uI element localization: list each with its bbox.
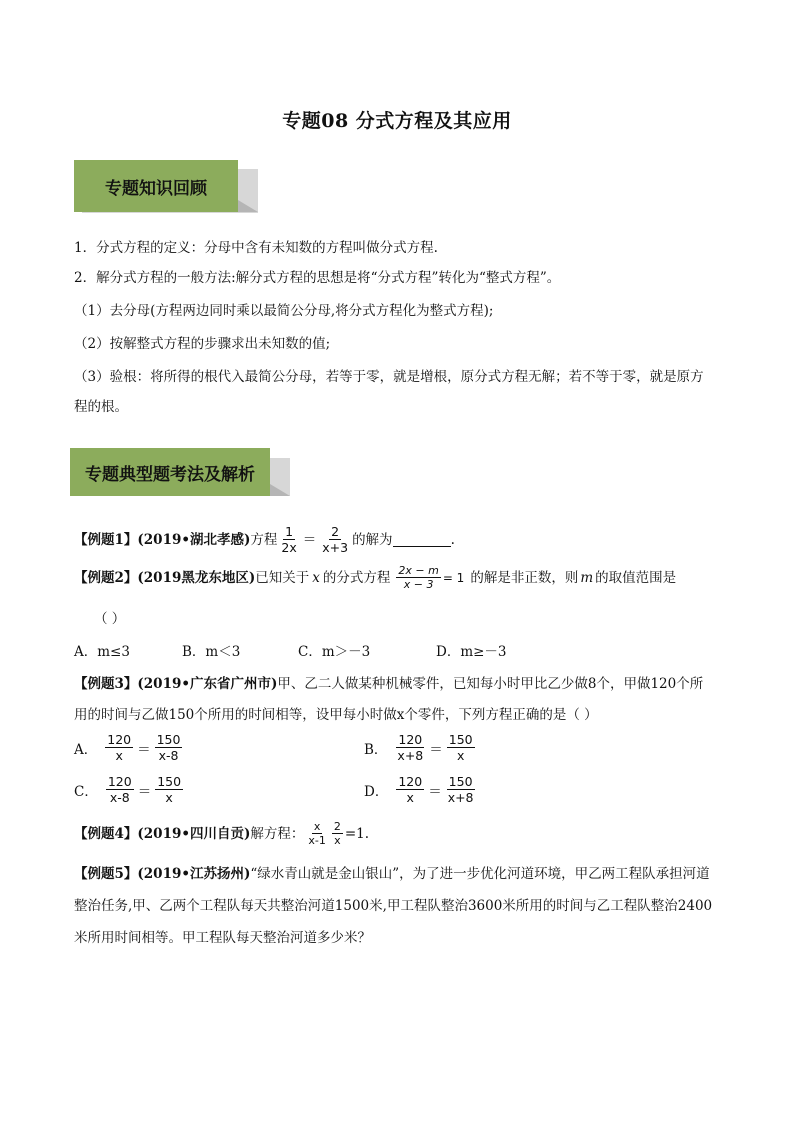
fraction [332,820,343,847]
numerator: 120 [107,774,132,789]
fraction [396,564,440,591]
fraction [396,774,424,805]
example-5 [74,864,710,884]
example-text: 的取值范围是 [595,569,677,586]
fraction [106,774,134,805]
example-text: 的分式方程 [322,569,391,586]
numerator: 120 [107,732,132,747]
equation-rhs: = 1 [442,570,465,585]
example-text: 米所用时间相等。甲工程队每天整治河道多少米？ [74,930,371,946]
numerator: 2x − m [398,564,439,577]
knowledge-item: 1．分式方程的定义：分母中含有未知数的方程叫做分式方程. [74,240,438,256]
example-1 [74,524,455,555]
example-4 [74,820,369,847]
example-tag: 【例题3】(2019•广东省广州市) [74,676,278,692]
section-heading: 专题典型题考法及解析 [85,464,255,485]
denominator: x-8 [109,790,130,805]
answer-parentheses: （ ） [94,611,126,627]
fraction [105,732,133,763]
option-label: C． [74,783,98,800]
variable: x [312,569,320,586]
example-2 [74,564,676,591]
example-text: 解方程： [250,825,305,842]
denominator: x [165,790,173,805]
equals-sign: ＝ [137,783,152,800]
knowledge-item: 程的根。 [74,399,128,415]
option-b[interactable]: B．m＜3 [182,644,241,660]
example-text: 已知关于 [255,569,310,586]
page-title: 专题08 分式方程及其应用 [282,110,512,132]
option-c[interactable]: C．m＞－3 [298,644,371,660]
example-tag: 【例题2】(2019黑龙东地区) [74,569,256,586]
section-banner-examples [70,448,270,496]
denominator: x+3 [322,540,349,555]
example-text: 的解是非正数，则 [470,569,579,586]
example-text: 甲、乙二人做某种机械零件，已知每小时甲比乙少做8个，甲做120个所 [277,676,704,692]
example-tag: 【例题1】(2019•湖北孝感) [74,531,251,548]
knowledge-item: 2．解分式方程的一般方法:解分式方程的思想是将“分式方程”转化为“整式方程”。 [74,270,561,286]
knowledge-item: （2）按解整式方程的步骤求出未知数的值; [74,336,331,352]
example-text: 用的时间与乙做150个所用的时间相等，设甲每小时做x个零件，下列方程正确的是（ ） [74,707,598,723]
fraction [306,820,327,847]
denominator: 2x [281,540,297,555]
answer-blank [393,532,451,547]
numerator: 150 [448,774,473,789]
denominator: x+8 [397,748,424,763]
option-b[interactable] [364,732,477,763]
example-text: 的解为 [352,531,393,548]
fraction [279,524,298,555]
option-d[interactable] [364,774,478,805]
numerator: 150 [448,732,473,747]
knowledge-item: （3）验根：将所得的根代入最简公分母，若等于零，就是增根，原分式方程无解；若不等于零，就是原方 [74,369,704,385]
knowledge-item: （1）去分母(方程两边同时乘以最简公分母,将分式方程化为整式方程); [74,303,494,319]
section-banner-knowledge [74,160,238,212]
numerator: 1 [285,524,294,539]
example-text: 方程 [250,531,278,548]
fraction [320,524,350,555]
example-text: “绿水青山就是金山银山”，为了进一步优化河道环境，甲乙两工程队承担河道 [250,866,710,882]
numerator: 150 [156,732,181,747]
equals-sign: ＝ [428,783,442,800]
equals-sign: ＝ [302,531,317,548]
numerator: 2 [331,524,340,539]
option-label: D． [364,783,389,800]
numerator: 120 [398,732,423,747]
fraction [446,774,476,805]
section-heading: 专题知识回顾 [105,178,207,199]
option-d[interactable]: D．m≥－3 [436,644,507,660]
denominator: x [406,790,414,805]
example-tag: 【例题4】(2019•四川自贡) [74,825,251,842]
denominator: x [334,834,341,847]
denominator: x [115,748,123,763]
fraction [447,732,475,763]
variable: m [580,569,594,586]
option-c[interactable] [74,774,185,805]
fraction [155,732,183,763]
option-a[interactable]: A．m≤3 [74,644,130,660]
example-text: =1. [344,825,370,842]
example-text: . [450,531,455,548]
example-text: 整治任务,甲、乙两个工程队每天共整治河道1500米,甲工程队整治3600米所用的时间与乙工程队整治2400 [74,898,713,914]
banner-fold [238,200,258,212]
numerator: 150 [157,774,182,789]
denominator: x+8 [447,790,474,805]
option-label: A． [74,741,98,758]
equals-sign: ＝ [137,741,151,758]
banner-fold [270,484,290,496]
denominator: x − 3 [403,578,434,591]
denominator: x [456,748,465,763]
denominator: x-8 [158,748,179,763]
numerator: 120 [398,774,423,789]
denominator: x-1 [308,834,326,847]
numerator: x [313,820,321,833]
numerator: 2 [333,820,341,833]
example-3 [74,674,703,694]
example-tag: 【例题5】(2019•江苏扬州) [74,866,251,882]
option-label: B． [364,741,388,758]
equals-sign: ＝ [429,741,443,758]
fraction [155,774,183,805]
fraction [395,732,425,763]
option-a[interactable] [74,732,184,763]
